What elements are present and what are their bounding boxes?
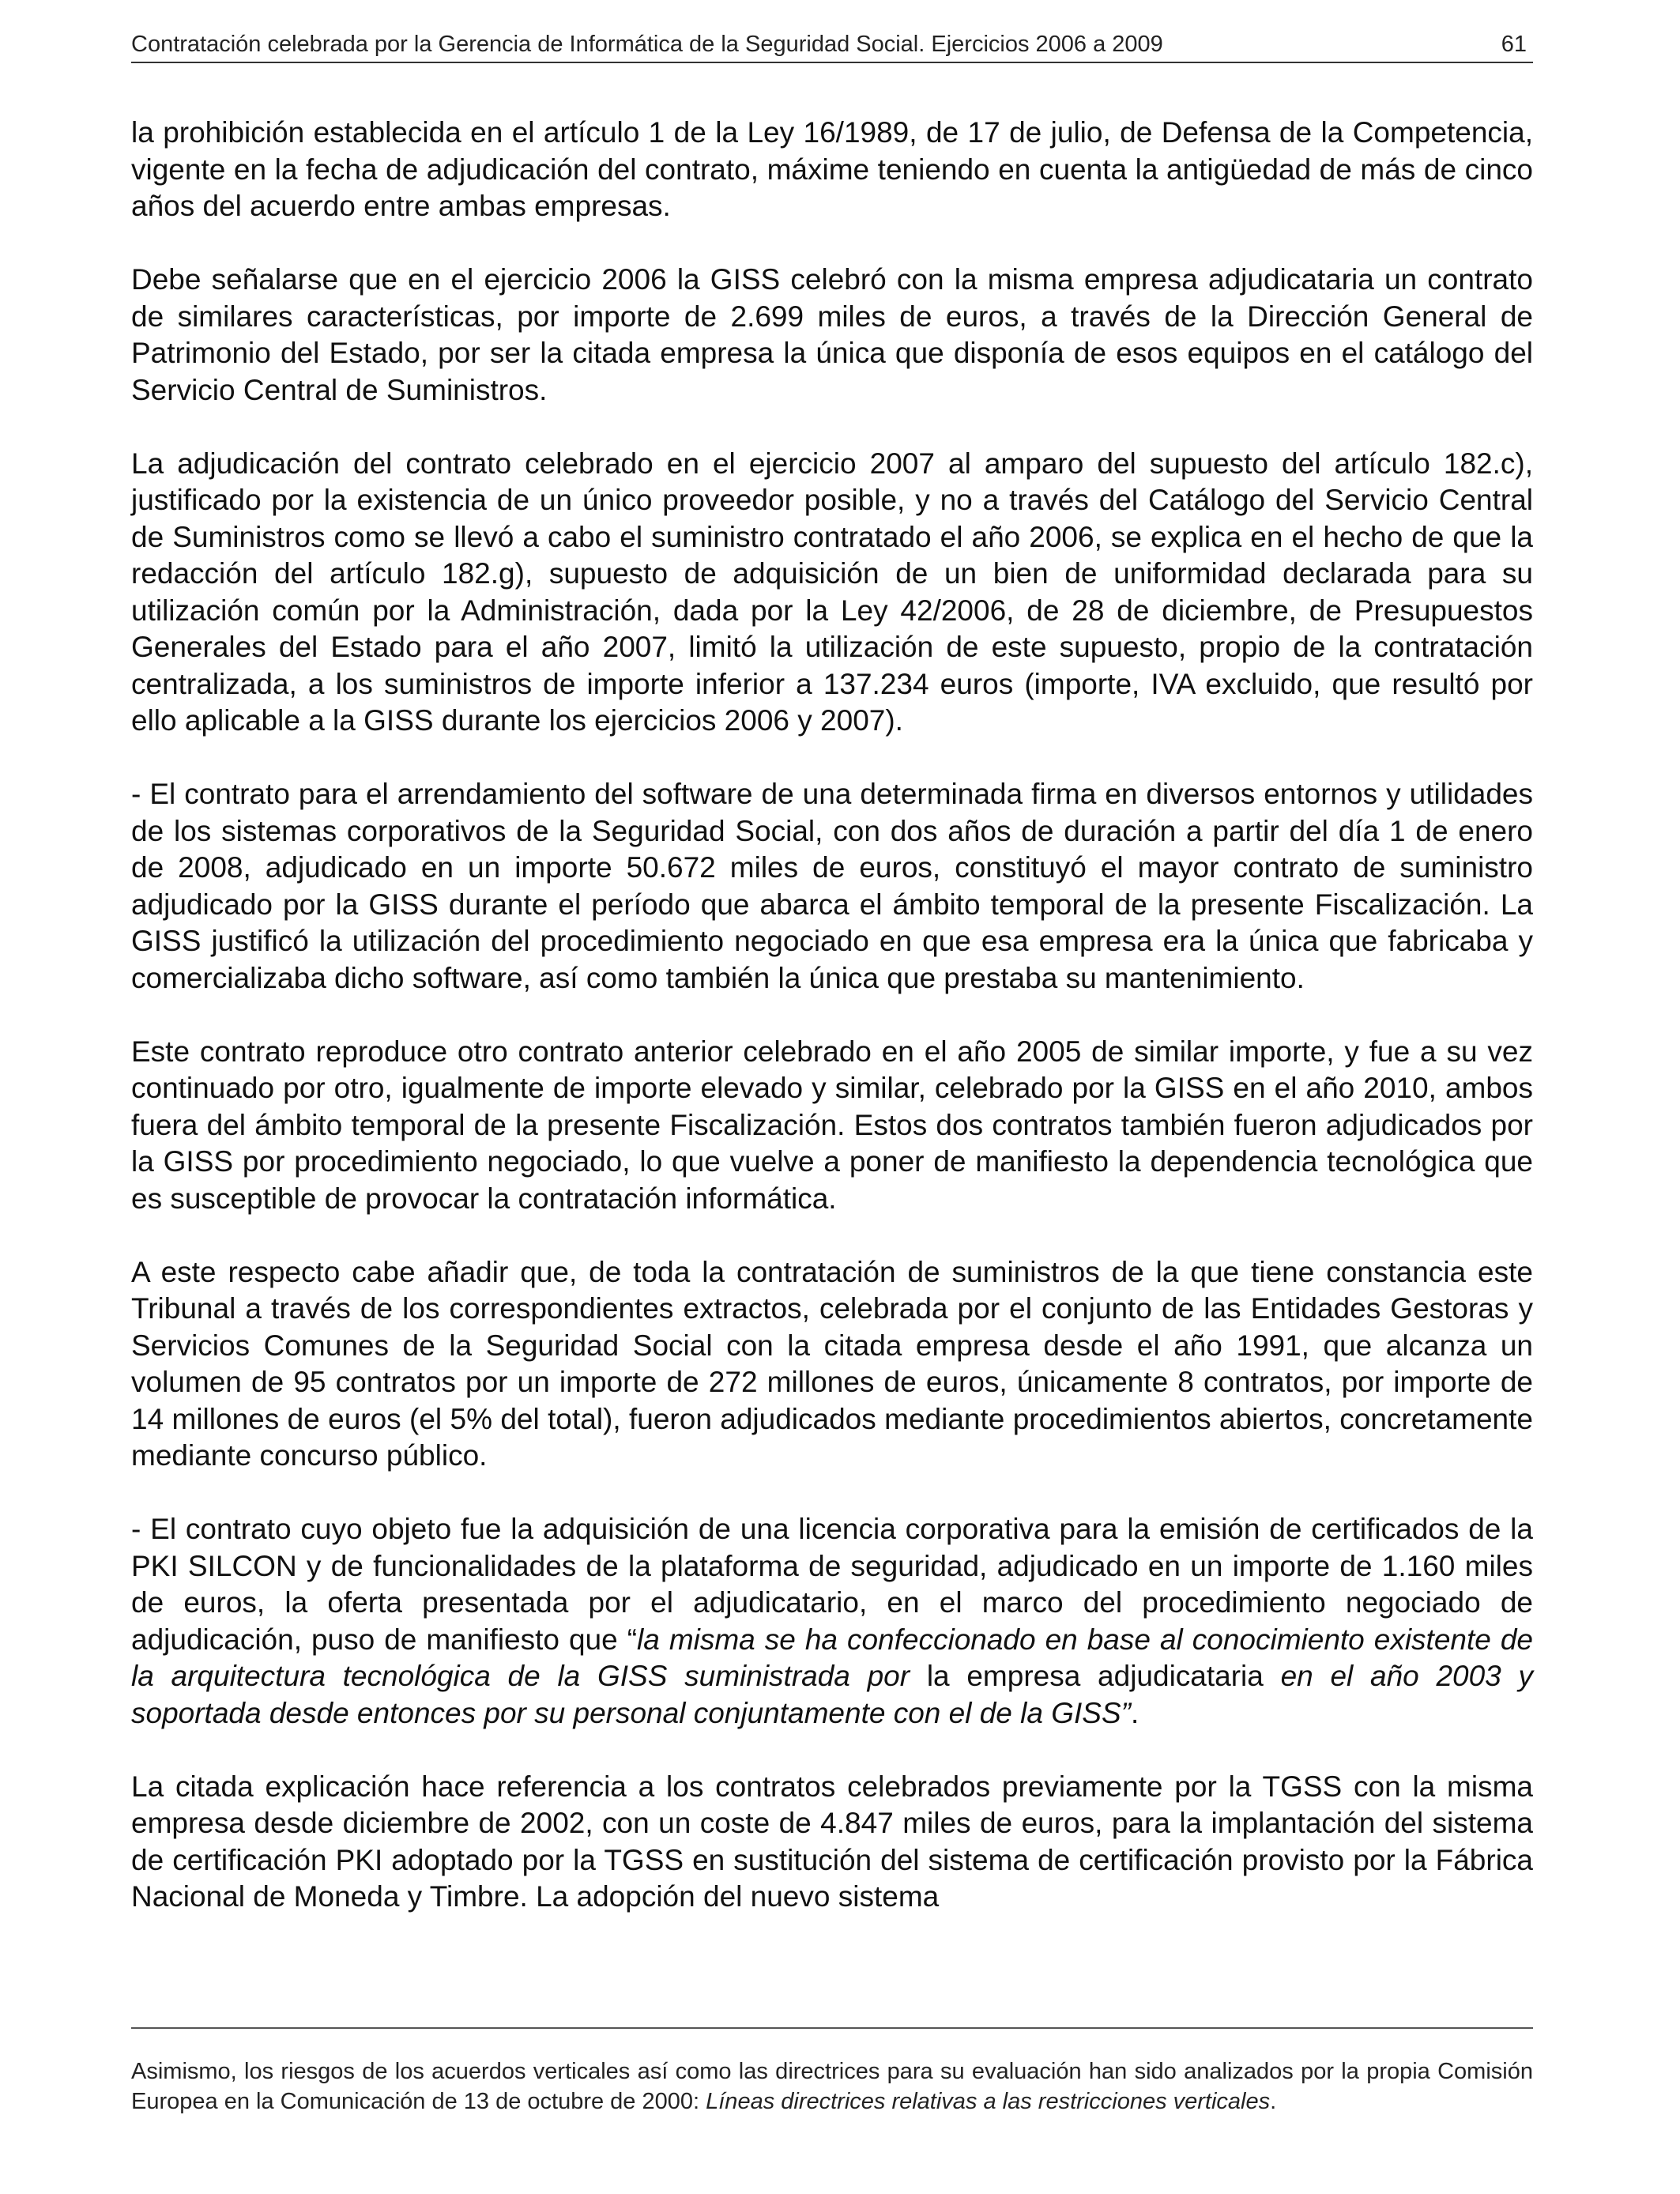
running-header: [131, 28, 1533, 63]
paragraph: La adjudicación del contrato celebrado en el ejercicio 2007 al amparo del supuesto del artículo 182.c), justificado por la existencia de un único proveedor posible, y no a través del Catálogo del Servicio Central de Suministros como se llevó a cabo el suministro contratado el año 2006, se explica en el hecho de que la redacción del artículo 182.g), supuesto de adquisición de un bien de uniformidad declarada para su utilización común por la Administración, dada por la Ley 42/2006, de 28 de diciembre, de Presupuestos Generales del Estado para el año 2007, limitó la utilización de este supuesto, propio de la contratación centralizada, a los suministros de importe inferior a 137.234 euros (importe, IVA excluido, que resultó por ello aplicable a la GISS durante los ejercicios 2006 y 2007).: [131, 447, 1533, 737]
page-number: 61: [1501, 32, 1527, 57]
footnote: [131, 2056, 1533, 2117]
pki-text-1: - El contrato cuyo objeto fue la adquisición de una licencia corporativa para la emisión de certificados de la PKI SILCON y de funcionalidades de la plataforma de seguridad, adjudicado en un importe de 1.160 miles de euros, la oferta presentada por el adjudicatario, en el marco del procedimiento negociado de adjudicación, puso de manifiesto que “: [131, 1513, 1533, 1656]
footnote-title: Líneas directrices relativas a las restricciones verticales: [706, 2089, 1271, 2114]
paragraph: La citada explicación hace referencia a los contratos celebrados previamente por la TGSS con la misma empresa desde diciembre de 2002, con un coste de 4.847 miles de euros, para la implantación del sistema de certificación PKI adoptado por la TGSS en sustitución del sistema de certificación provisto por la Fábrica Nacional de Moneda y Timbre. La adopción del nuevo sistema: [131, 1770, 1533, 1913]
footnote-separator: [131, 2027, 1533, 2029]
pki-quote-2: en el año 2003 y soportada desde entonces por su personal conjuntamente con el de la GISS”: [131, 1660, 1533, 1729]
paragraph: - El contrato para el arrendamiento del software de una determinada firma en diversos entornos y utilidades de los sistemas corporativos de la Seguridad Social, con dos años de duración a partir del día 1 de enero de 2008, adjudicado en un importe 50.672 miles de euros, constituyó el mayor contrato de suministro adjudicado por la GISS durante el período que abarca el ámbito temporal de la presente Fiscalización. La GISS justificó la utilización del procedimiento negociado en que esa empresa era la única que fabricaba y comercializaba dicho software, así como también la única que prestaba su mantenimiento.: [131, 778, 1533, 994]
footnote-text: Asimismo, los riesgos de los acuerdos verticales así como las directrices para su evaluación han sido analizados por la propia Comisión Europea en la Comunicación de 13 de octubre de 2000:: [131, 2059, 1533, 2114]
header-title: Contratación celebrada por la Gerencia de Informática de la Seguridad Social. Ejercicios 2006 a 2009: [131, 32, 1163, 57]
paragraph: Este contrato reproduce otro contrato anterior celebrado en el año 2005 de similar importe, y fue a su vez continuado por otro, igualmente de importe elevado y similar, celebrado por la GISS en el año 2010, ambos fuera del ámbito temporal de la presente Fiscalización. Estos dos contratos también fueron adjudicados por la GISS por procedimiento negociado, lo que vuelve a poner de manifiesto la dependencia tecnológica que es susceptible de provocar la contratación informática.: [131, 1035, 1533, 1215]
body-text: [131, 115, 1533, 1916]
pki-quote-1: la misma se ha confeccionado en base al conocimiento existente de la arquitectura tecnológica de la GISS suministrada por: [131, 1623, 1533, 1692]
paragraph-pki: [131, 1511, 1533, 1732]
paragraph: A este respecto cabe añadir que, de toda la contratación de suministros de la que tiene constancia este Tribunal a través de los correspondientes extractos, celebrada por el conjunto de las Entidades Gestoras y Servicios Comunes de la Seguridad Social con la citada empresa desde el año 1991, que alcanza un volumen de 95 contratos por un importe de 272 millones de euros, únicamente 8 contratos, por importe de 14 millones de euros (el 5% del total), fueron adjudicados mediante procedimientos abiertos, concretamente mediante concurso público.: [131, 1255, 1533, 1472]
pki-text-3: .: [1130, 1696, 1139, 1729]
paragraph: Debe señalarse que en el ejercicio 2006 la GISS celebró con la misma empresa adjudicataria un contrato de similares características, por importe de 2.699 miles de euros, a través de la Dirección General de Patrimonio del Estado, por ser la citada empresa la única que disponía de esos equipos en el catálogo del Servicio Central de Suministros.: [131, 263, 1533, 406]
footnote-end: .: [1270, 2089, 1277, 2114]
paragraph: la prohibición establecida en el artículo 1 de la Ley 16/1989, de 17 de julio, de Defensa de la Competencia, vigente en la fecha de adjudicación del contrato, máxime teniendo en cuenta la antigüedad de más de cinco años del acuerdo entre ambas empresas.: [131, 116, 1533, 222]
pki-text-2: la empresa adjudicataria: [910, 1660, 1281, 1692]
